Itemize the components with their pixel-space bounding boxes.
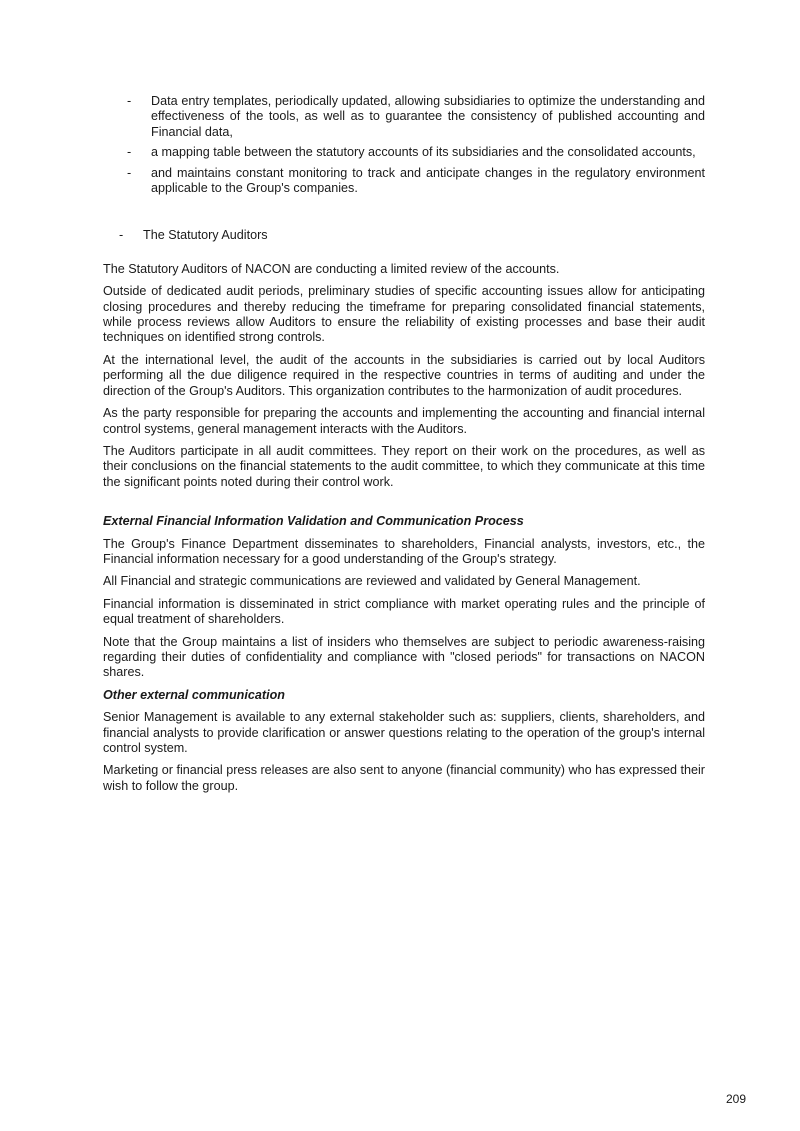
bullet-item: [103, 166, 705, 197]
other-communication-paragraph: Senior Management is available to any external stakeholder such as: suppliers, clients, shareholders, and financial analysts to provide clarification or answer questions relating to the operation of the group's internal control system.: [103, 710, 705, 755]
external-validation-paragraph: All Financial and strategic communications are reviewed and validated by General Management.: [103, 574, 641, 589]
other-communication-heading: Other external communication: [103, 687, 285, 702]
bullet-dash: -: [127, 145, 132, 160]
auditors-paragraph: The Auditors participate in all audit committees. They report on their work on the procedures, as well as their conclusions on the financial statements to the audit committee, to which they communicate at this time the significant points noted during their control work.: [103, 443, 705, 489]
page-number: 209: [725, 1092, 746, 1106]
bullet-text: and maintains constant monitoring to track and anticipate changes in the regulatory environment applicable to the Group's companies.: [151, 165, 705, 196]
page-content: [103, 94, 705, 801]
bullet-dash: -: [127, 165, 132, 180]
bullet-item: [103, 145, 705, 160]
bullet-list: [103, 94, 705, 196]
external-validation-heading: External Financial Information Validation and Communication Process: [103, 514, 524, 529]
auditors-paragraph: Outside of dedicated audit periods, preliminary studies of specific accounting issues allow for anticipating closing procedures and thereby reducing the timeframe for preparing consolidated financial statements, while process reviews allow Auditors to ensure the reliability of existing processes and base their audit techniques on identified strong controls.: [103, 284, 705, 345]
external-validation-paragraph: Note that the Group maintains a list of insiders who themselves are subject to periodic awareness-raising regarding their duties of confidentiality and compliance with "closed periods" for transactions on NACON shares.: [103, 634, 705, 680]
other-communication-paragraph: Marketing or financial press releases are also sent to anyone (financial community) who has expressed their wish to follow the group.: [103, 763, 705, 793]
section-dash: -: [119, 228, 124, 243]
external-validation-paragraph: The Group's Finance Department disseminates to shareholders, Financial analysts, investors, etc., the Financial information necessary for a good understanding of the Group's strategy.: [103, 536, 705, 566]
bullet-text: Data entry templates, periodically updated, allowing subsidiaries to optimize the understanding and effectiveness of the tools, as well as to guarantee the consistency of published accounting and Financial data,: [151, 94, 705, 139]
auditors-paragraph: At the international level, the audit of the accounts in the subsidiaries is carried out by local Auditors performing all the due diligence required in the respective countries in terms of auditing and under the direction of the Group's Auditors. This organization contributes to the harmonization of audit procedures.: [103, 352, 705, 398]
statutory-auditors-title: The Statutory Auditors: [143, 228, 268, 243]
statutory-auditors-heading: [103, 228, 705, 243]
bullet-text: a mapping table between the statutory accounts of its subsidiaries and the consolidated accounts,: [151, 145, 696, 160]
auditors-paragraph: As the party responsible for preparing the accounts and implementing the accounting and financial internal control systems, general management interacts with the Auditors.: [103, 406, 705, 436]
auditors-paragraph: The Statutory Auditors of NACON are conducting a limited review of the accounts.: [103, 261, 560, 276]
bullet-item: [103, 94, 705, 140]
bullet-dash: -: [127, 94, 132, 108]
external-validation-paragraph: Financial information is disseminated in strict compliance with market operating rules and the principle of equal treatment of shareholders.: [103, 596, 705, 627]
